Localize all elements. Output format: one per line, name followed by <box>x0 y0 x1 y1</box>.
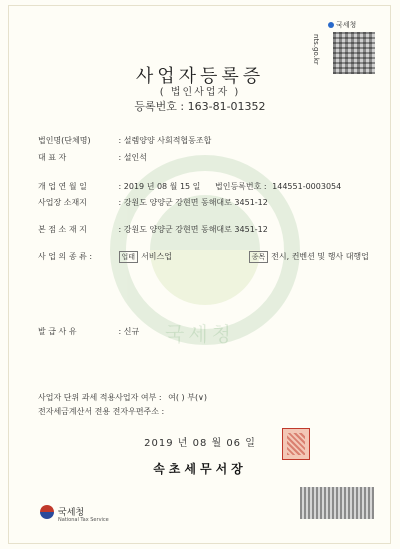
official-seal-icon <box>282 428 310 460</box>
open-date-row <box>38 181 200 192</box>
reason-value: : 신규 <box>118 327 140 336</box>
address-value: : 강원도 양양군 강현면 동해대로 3451-12 <box>118 198 268 207</box>
open-date-value: : 2019 년 08 월 15 일 <box>118 182 201 191</box>
document-title: 사업자등록증 <box>135 66 265 87</box>
representative-label: 대 표 자 <box>38 153 67 162</box>
emblem-center <box>150 195 260 305</box>
qr-url: nts.go.kr <box>312 34 320 65</box>
corp-reg-row <box>215 181 341 192</box>
tax-unit-row <box>38 392 207 403</box>
registration-number: 등록번호 : 163-81-01352 <box>134 100 266 113</box>
tax-office-name: 속초세무서장 <box>153 462 247 476</box>
business-type-row <box>38 251 369 263</box>
taegeuk-logo-icon <box>40 505 54 519</box>
corp-name-value: : 설렘양양 사회적협동조합 <box>118 136 212 145</box>
nts-dot-icon <box>328 22 334 28</box>
barcode-icon <box>300 487 374 519</box>
item-value: 전시, 컨벤션 및 행사 대행업 <box>271 252 369 261</box>
representative-value: : 설인석 <box>118 153 147 162</box>
representative-row <box>38 152 147 163</box>
item-tag: 종목 <box>249 251 269 263</box>
business-type-label: 사 업 의 종 류 : <box>38 252 93 261</box>
watermark-text: 국세청 <box>165 322 235 346</box>
logo-english-text: National Tax Service <box>58 517 109 523</box>
qr-brand-label: 국세청 <box>336 21 357 29</box>
hq-address-value: : 강원도 양양군 강현면 동해대로 3451-12 <box>118 225 268 234</box>
address-row <box>38 197 268 208</box>
corp-reg-value: 144551-0003054 <box>272 182 342 191</box>
reason-label: 발 급 사 유 <box>38 327 77 336</box>
type-tag: 업태 <box>119 251 139 263</box>
corp-name-label: 법인명(단체명) <box>38 136 91 145</box>
type-value: 서비스업 <box>141 252 172 261</box>
tax-unit-value: 여( ) 부(∨) <box>168 393 208 402</box>
corp-reg-label: 법인등록번호 : <box>215 182 267 191</box>
email-row <box>38 406 168 417</box>
hq-address-label: 본 점 소 재 지 <box>38 225 87 234</box>
corp-name-row <box>38 135 211 146</box>
tax-unit-label: 사업자 단위 과세 적용사업자 여부 : <box>38 393 162 402</box>
reason-row <box>38 326 139 337</box>
email-label: 전자세금계산서 전용 전자우편주소 : <box>38 407 165 416</box>
document-subtitle: ( 법인사업자 ) <box>159 87 241 98</box>
issue-date: 2019 년 08 월 06 일 <box>144 438 256 449</box>
open-date-label: 개 업 연 월 일 <box>38 182 87 191</box>
hq-address-row <box>38 224 268 235</box>
address-label: 사업장 소재지 <box>38 198 87 207</box>
logo-korean-text: 국세청 <box>58 508 85 518</box>
qr-brand <box>328 20 356 30</box>
